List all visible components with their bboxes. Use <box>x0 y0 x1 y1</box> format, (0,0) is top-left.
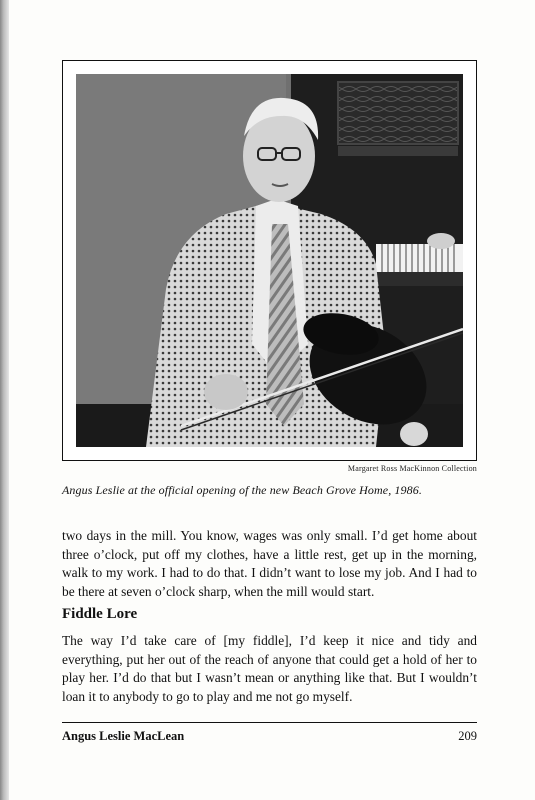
section-heading: Fiddle Lore <box>62 606 138 622</box>
body-paragraph: The way I’d take care of [my fiddle], I’d keep it nice and tidy and everything, put her out of the reach of anyone that could get a hold of her to play her. I’d do that but I wasn’t mean or anything like that. But I wouldn’t loan it to anybody to go to play and me not go myself. <box>62 633 477 704</box>
figure-caption: Angus Leslie at the official opening of the new Beach Grove Home, 1986. <box>62 483 422 497</box>
photo-frame <box>62 60 477 461</box>
photograph <box>76 74 463 447</box>
page-number: 209 <box>458 729 477 743</box>
running-title: Angus Leslie MacLean <box>62 729 185 743</box>
body-paragraph: two days in the mill. You know, wages was only small. I’d get home about three o’clock, put off my clothes, have a little rest, get up in the morning, walk to my work. I had to do that. I didn’t want to lose my job. And I had to be there at seven o’clock sharp, when the mill would start. <box>62 528 477 599</box>
book-spine-shadow <box>0 0 9 800</box>
footer-rule <box>62 722 477 723</box>
photo-credit: Margaret Ross MacKinnon Collection <box>347 464 477 473</box>
